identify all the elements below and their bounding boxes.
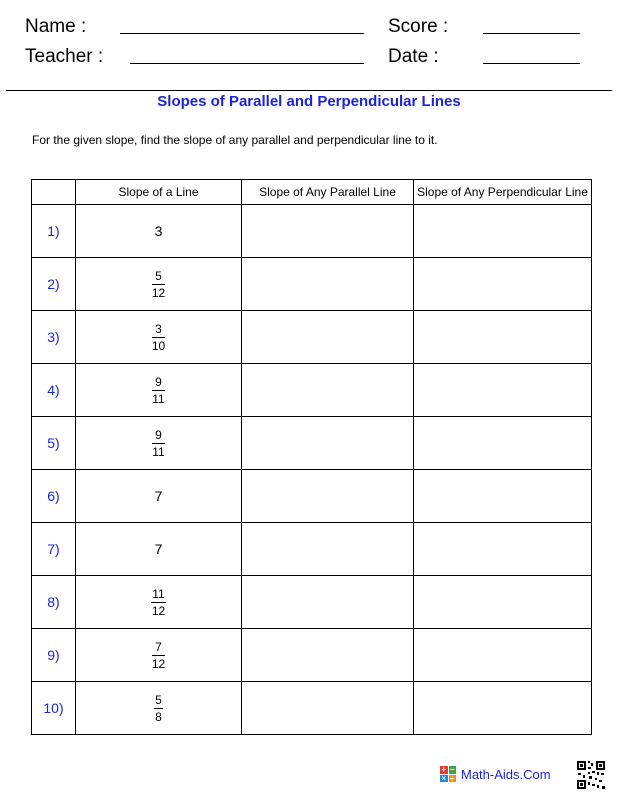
- table-row: [32, 364, 592, 417]
- perpendicular-answer-cell[interactable]: [414, 205, 592, 258]
- given-slope: [76, 576, 242, 629]
- teacher-field[interactable]: [130, 63, 364, 64]
- slope-fraction: [154, 694, 163, 723]
- table-row: [32, 311, 592, 364]
- parallel-answer-cell[interactable]: [242, 417, 414, 470]
- given-slope: [76, 417, 242, 470]
- parallel-answer-cell[interactable]: [242, 682, 414, 735]
- perpendicular-answer-cell[interactable]: [414, 258, 592, 311]
- given-slope: [76, 311, 242, 364]
- fraction-numerator: 5: [152, 270, 165, 285]
- fraction-numerator: 3: [152, 323, 165, 338]
- given-slope: [76, 258, 242, 311]
- fraction-denominator: 8: [155, 709, 162, 724]
- fraction-numerator: 11: [152, 586, 165, 601]
- parallel-answer-cell[interactable]: [242, 470, 414, 523]
- calculator-icon: + − × ÷: [441, 765, 455, 783]
- given-slope: [76, 205, 242, 258]
- slope-fraction: [151, 588, 165, 617]
- parallel-answer-cell[interactable]: [242, 311, 414, 364]
- given-slope: [76, 523, 242, 576]
- header-divider: [6, 90, 612, 91]
- slope-fraction: [152, 641, 165, 670]
- perpendicular-answer-cell[interactable]: [414, 576, 592, 629]
- fraction-denominator: 11: [152, 444, 165, 459]
- problem-number: 8): [32, 576, 76, 629]
- problem-number: 7): [32, 523, 76, 576]
- parallel-answer-cell[interactable]: [242, 205, 414, 258]
- slope-value: 3: [154, 223, 163, 239]
- brand-text: Math-Aids.Com: [461, 766, 551, 782]
- score-label: Score :: [388, 16, 449, 37]
- problem-number: 6): [32, 470, 76, 523]
- parallel-answer-cell[interactable]: [242, 576, 414, 629]
- table-row: [32, 205, 592, 258]
- slope-fraction: [152, 323, 165, 352]
- given-slope: [76, 682, 242, 735]
- score-field[interactable]: [483, 33, 580, 34]
- parallel-answer-cell[interactable]: [242, 258, 414, 311]
- problem-number: 4): [32, 364, 76, 417]
- problem-number: 10): [32, 682, 76, 735]
- name-field[interactable]: [120, 33, 364, 34]
- slope-value: 7: [154, 541, 163, 557]
- qr-code-icon: [576, 760, 606, 790]
- fraction-numerator: 5: [155, 692, 162, 707]
- perpendicular-answer-cell[interactable]: [414, 417, 592, 470]
- fraction-numerator: 7: [152, 641, 165, 656]
- slopes-table: [31, 179, 592, 735]
- parallel-answer-cell[interactable]: [242, 629, 414, 682]
- perpendicular-answer-cell[interactable]: [414, 364, 592, 417]
- header-perpendicular: Slope of Any Perpendicular Line: [414, 180, 592, 205]
- fraction-numerator: 9: [152, 429, 164, 444]
- table-row: [32, 682, 592, 735]
- fraction-denominator: 12: [151, 656, 166, 671]
- table-row: [32, 417, 592, 470]
- header-number: [32, 180, 76, 205]
- parallel-answer-cell[interactable]: [242, 364, 414, 417]
- header-parallel: Slope of Any Parallel Line: [242, 180, 414, 205]
- fraction-numerator: 9: [152, 376, 164, 391]
- problem-number: 3): [32, 311, 76, 364]
- worksheet-title: Slopes of Parallel and Perpendicular Lines: [157, 93, 461, 110]
- table-header-row: [32, 180, 592, 205]
- perpendicular-answer-cell[interactable]: [414, 470, 592, 523]
- perpendicular-answer-cell[interactable]: [414, 523, 592, 576]
- perpendicular-answer-cell[interactable]: [414, 682, 592, 735]
- perpendicular-answer-cell[interactable]: [414, 629, 592, 682]
- table-row: [32, 576, 592, 629]
- fraction-denominator: 12: [151, 285, 166, 300]
- fraction-denominator: 11: [152, 391, 165, 406]
- teacher-label: Teacher :: [25, 46, 104, 67]
- table-row: [32, 258, 592, 311]
- problem-number: 9): [32, 629, 76, 682]
- slope-fraction: [152, 270, 165, 299]
- fraction-denominator: 12: [151, 603, 166, 618]
- problem-number: 5): [32, 417, 76, 470]
- given-slope: [76, 364, 242, 417]
- problem-number: 2): [32, 258, 76, 311]
- fraction-denominator: 10: [151, 338, 166, 353]
- perpendicular-answer-cell[interactable]: [414, 311, 592, 364]
- date-label: Date :: [388, 46, 439, 67]
- header-slope: Slope of a Line: [76, 180, 242, 205]
- table-row: [32, 523, 592, 576]
- given-slope: [76, 470, 242, 523]
- problem-number: 1): [32, 205, 76, 258]
- table-row: [32, 629, 592, 682]
- slope-value: 7: [154, 488, 163, 504]
- table-row: [32, 470, 592, 523]
- slope-fraction: [152, 376, 164, 405]
- parallel-answer-cell[interactable]: [242, 523, 414, 576]
- slope-fraction: [152, 429, 164, 458]
- given-slope: [76, 629, 242, 682]
- instructions: For the given slope, find the slope of any parallel and perpendicular line to it.: [32, 133, 438, 147]
- name-label: Name :: [25, 16, 87, 37]
- date-field[interactable]: [483, 63, 580, 64]
- footer-brand: [440, 766, 551, 782]
